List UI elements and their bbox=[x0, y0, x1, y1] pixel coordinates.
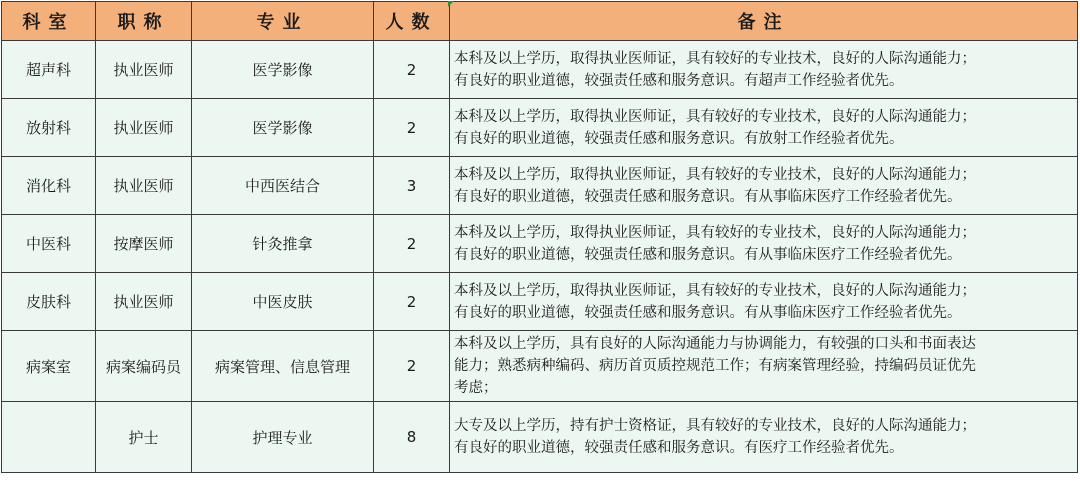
cell-department: 皮肤科 bbox=[2, 273, 96, 331]
remarks-line: 有良好的职业道德，较强责任感和服务意识。有从事临床医疗工作经验者优先。 bbox=[454, 246, 962, 263]
cell-remarks bbox=[450, 41, 1078, 99]
cell-remarks bbox=[450, 215, 1078, 273]
recruitment-table-frame bbox=[1, 1, 1077, 489]
cell-count: 3 bbox=[374, 157, 450, 215]
remarks-line: 本科及以上学历，取得执业医师证，具有较好的专业技术，良好的人际沟通能力； bbox=[454, 166, 976, 183]
table-row bbox=[2, 157, 1078, 215]
cell-count: 2 bbox=[374, 99, 450, 157]
table-row bbox=[2, 331, 1078, 402]
table-row bbox=[2, 402, 1078, 473]
remarks-line: 考虑； bbox=[454, 380, 498, 396]
remarks-line: 有良好的职业道德，较强责任感和服务意识。有从事临床医疗工作经验者优先。 bbox=[454, 304, 962, 321]
cell-title: 执业医师 bbox=[96, 41, 192, 99]
cell-major: 护理专业 bbox=[192, 402, 374, 473]
cell-remarks bbox=[450, 273, 1078, 331]
cell-department: 病案室 bbox=[2, 331, 96, 402]
remarks-line: 大专及以上学历，持有护士资格证，具有较好的专业技术，良好的人际沟通能力； bbox=[454, 418, 976, 434]
cell-selection-marker bbox=[448, 1, 454, 7]
cell-count: 8 bbox=[374, 402, 450, 473]
cell-major: 针灸推拿 bbox=[192, 215, 374, 273]
cell-major: 医学影像 bbox=[192, 99, 374, 157]
recruitment-table bbox=[1, 1, 1078, 473]
header-title: 职称 bbox=[96, 2, 192, 41]
remarks-line: 本科及以上学历，具有良好的人际沟通能力与协调能力，有较强的口头和书面表达 bbox=[454, 336, 976, 352]
remarks-line: 本科及以上学历，取得执业医师证，具有较好的专业技术，良好的人际沟通能力； bbox=[454, 224, 976, 241]
remarks-line: 有良好的职业道德，较强责任感和服务意识。有医疗工作经验者优先。 bbox=[454, 440, 904, 456]
cell-title: 执业医师 bbox=[96, 157, 192, 215]
remarks-line: 本科及以上学历，取得执业医师证，具有较好的专业技术，良好的人际沟通能力； bbox=[454, 50, 976, 67]
cell-major: 医学影像 bbox=[192, 41, 374, 99]
cell-title: 执业医师 bbox=[96, 99, 192, 157]
cell-count: 2 bbox=[374, 273, 450, 331]
cell-remarks bbox=[450, 99, 1078, 157]
cell-count: 2 bbox=[374, 215, 450, 273]
cell-department: 放射科 bbox=[2, 99, 96, 157]
cell-department bbox=[2, 402, 96, 473]
cell-title: 病案编码员 bbox=[96, 331, 192, 402]
header-department: 科室 bbox=[2, 2, 96, 41]
header-major: 专业 bbox=[192, 2, 374, 41]
remarks-line: 本科及以上学历，取得执业医师证，具有较好的专业技术，良好的人际沟通能力； bbox=[454, 108, 976, 125]
remarks-line: 本科及以上学历，取得执业医师证，具有较好的专业技术，良好的人际沟通能力； bbox=[454, 282, 976, 299]
cell-count: 2 bbox=[374, 41, 450, 99]
cell-remarks bbox=[450, 331, 1078, 402]
cell-major: 中西医结合 bbox=[192, 157, 374, 215]
remarks-line: 有良好的职业道德，较强责任感和服务意识。有超声工作经验者优先。 bbox=[454, 72, 904, 89]
remarks-line: 能力；熟悉病种编码、病历首页质控规范工作；有病案管理经验，持编码员证优先 bbox=[454, 358, 976, 374]
header-remarks: 备注 bbox=[450, 2, 1078, 41]
cell-remarks bbox=[450, 157, 1078, 215]
cell-remarks bbox=[450, 402, 1078, 473]
cell-title: 执业医师 bbox=[96, 273, 192, 331]
header-row bbox=[2, 2, 1078, 41]
cell-major: 中医皮肤 bbox=[192, 273, 374, 331]
cell-title: 护士 bbox=[96, 402, 192, 473]
cell-department: 消化科 bbox=[2, 157, 96, 215]
cell-department: 超声科 bbox=[2, 41, 96, 99]
table-row bbox=[2, 41, 1078, 99]
table-row bbox=[2, 99, 1078, 157]
table-row bbox=[2, 215, 1078, 273]
cell-count: 2 bbox=[374, 331, 450, 402]
remarks-line: 有良好的职业道德，较强责任感和服务意识。有放射工作经验者优先。 bbox=[454, 130, 904, 147]
cell-major: 病案管理、信息管理 bbox=[192, 331, 374, 402]
cell-title: 按摩医师 bbox=[96, 215, 192, 273]
remarks-line: 有良好的职业道德，较强责任感和服务意识。有从事临床医疗工作经验者优先。 bbox=[454, 188, 962, 205]
cell-department: 中医科 bbox=[2, 215, 96, 273]
table-row bbox=[2, 273, 1078, 331]
header-count: 人数 bbox=[374, 2, 450, 41]
